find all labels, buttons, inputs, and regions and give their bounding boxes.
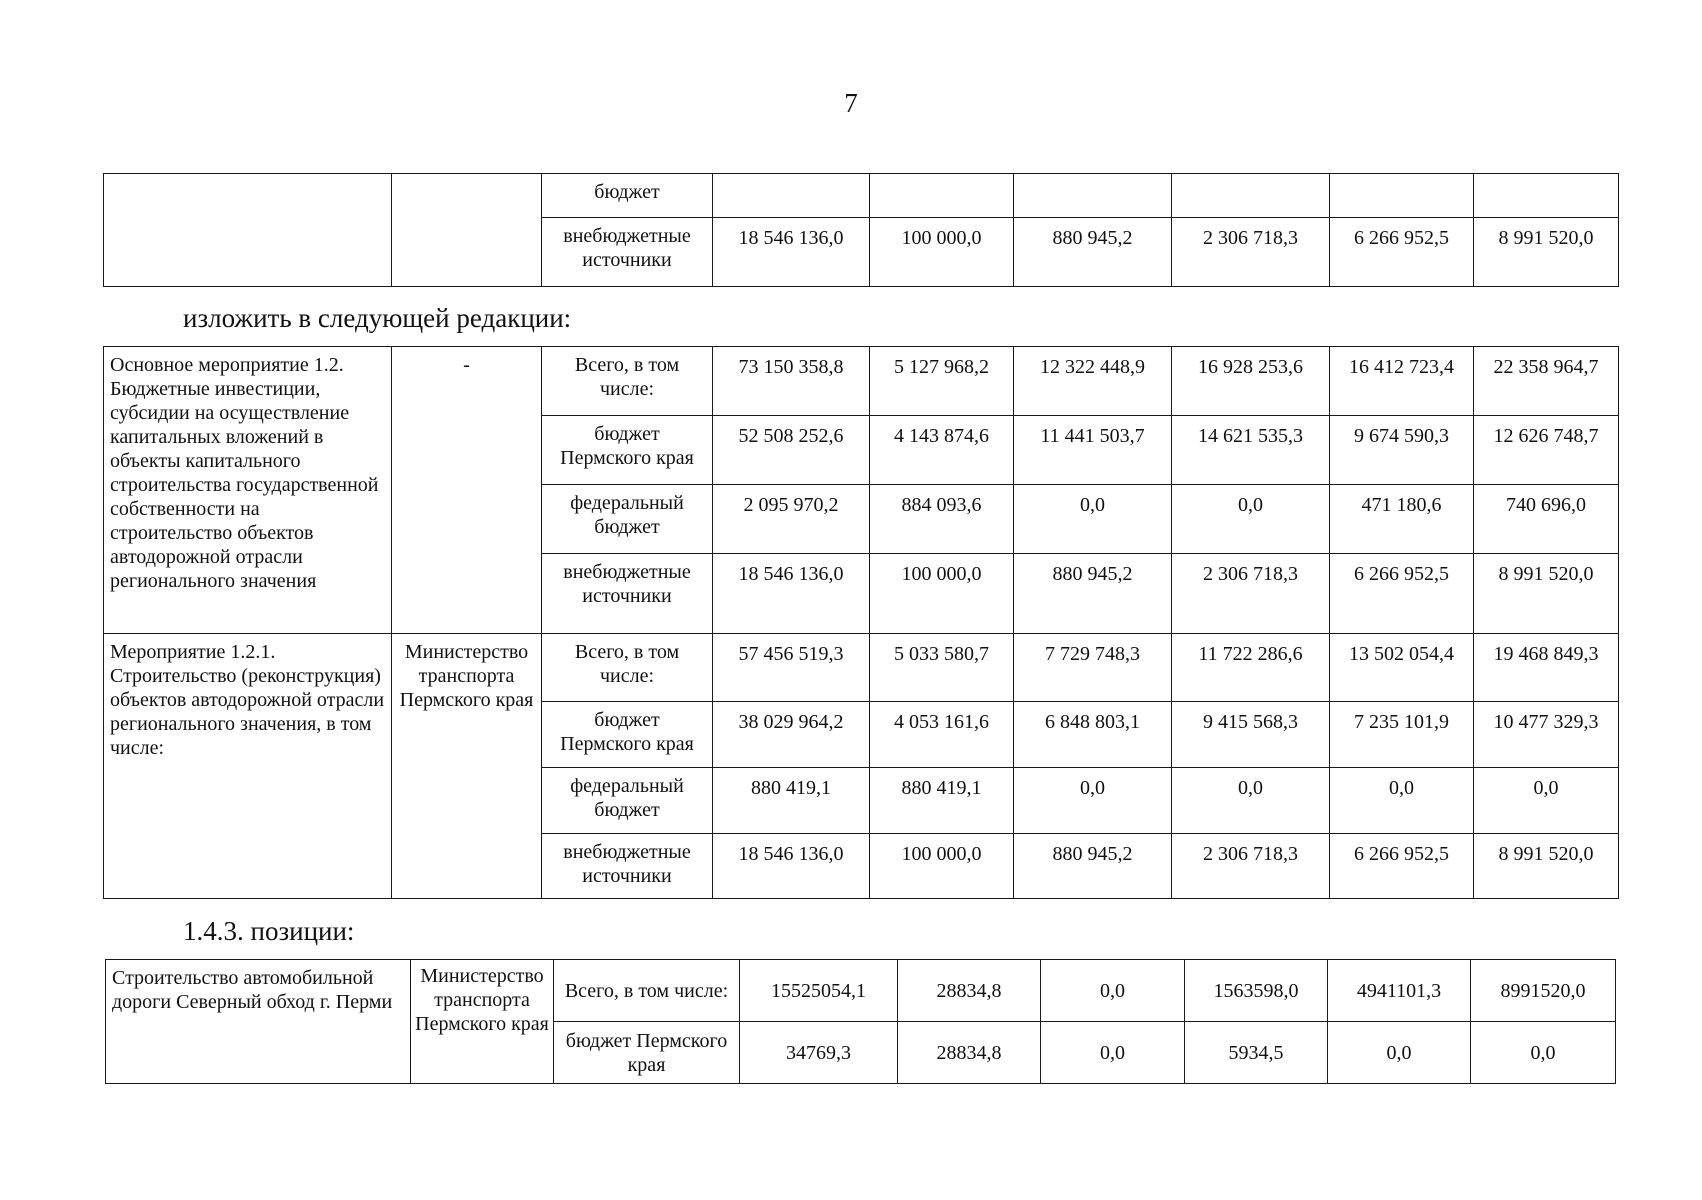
value-cell — [713, 174, 870, 218]
value-cell: 5934,5 — [1185, 1022, 1328, 1084]
value-cell: 740 696,0 — [1474, 485, 1619, 554]
value-cell: 6 848 803,1 — [1014, 702, 1172, 768]
value-cell: 38 029 964,2 — [713, 702, 870, 768]
source-cell: внебюджетные источники — [542, 834, 713, 899]
value-cell: 8 991 520,0 — [1474, 218, 1619, 287]
value-cell: 16 412 723,4 — [1330, 347, 1474, 416]
value-cell: 0,0 — [1330, 768, 1474, 834]
value-cell: 28834,8 — [898, 960, 1041, 1022]
value-cell: 7 729 748,3 — [1014, 634, 1172, 702]
heading-new-edition: изложить в следующей редакции: — [183, 303, 572, 333]
value-cell: 73 150 358,8 — [713, 347, 870, 416]
value-cell: 0,0 — [1474, 768, 1619, 834]
value-cell: 0,0 — [1014, 485, 1172, 554]
table-positions — [105, 959, 1616, 1084]
value-cell: 100 000,0 — [870, 834, 1014, 899]
source-cell: федеральный бюджет — [542, 485, 713, 554]
value-cell — [1014, 174, 1172, 218]
value-cell: 0,0 — [1041, 960, 1185, 1022]
value-cell: 12 626 748,7 — [1474, 416, 1619, 485]
value-cell: 471 180,6 — [1330, 485, 1474, 554]
value-cell: 15525054,1 — [740, 960, 898, 1022]
responsible-cell: Министерство транспорта Пермского края — [392, 634, 542, 899]
value-cell: 13 502 054,4 — [1330, 634, 1474, 702]
value-cell: 100 000,0 — [870, 554, 1014, 634]
value-cell: 5 033 580,7 — [870, 634, 1014, 702]
value-cell: 0,0 — [1328, 1022, 1471, 1084]
value-cell — [870, 174, 1014, 218]
description-cell — [104, 174, 392, 287]
value-cell: 8 991 520,0 — [1474, 554, 1619, 634]
value-cell: 9 415 568,3 — [1172, 702, 1330, 768]
source-cell: Всего, в том числе: — [542, 347, 713, 416]
source-cell: бюджет Пермского края — [542, 702, 713, 768]
source-cell: бюджет Пермского края — [542, 416, 713, 485]
value-cell: 9 674 590,3 — [1330, 416, 1474, 485]
value-cell: 880 945,2 — [1014, 554, 1172, 634]
value-cell: 10 477 329,3 — [1474, 702, 1619, 768]
value-cell: 8 991 520,0 — [1474, 834, 1619, 899]
source-cell: Всего, в том числе: — [554, 960, 740, 1022]
description-cell: Строительство автомобильной дороги Северный обход г. Перми — [106, 960, 411, 1084]
value-cell: 12 322 448,9 — [1014, 347, 1172, 416]
value-cell: 4941101,3 — [1328, 960, 1471, 1022]
responsible-cell: Министерство транспорта Пермского края — [411, 960, 554, 1084]
value-cell: 34769,3 — [740, 1022, 898, 1084]
value-cell: 2 306 718,3 — [1172, 834, 1330, 899]
value-cell: 0,0 — [1041, 1022, 1185, 1084]
value-cell: 28834,8 — [898, 1022, 1041, 1084]
source-cell: внебюджетные источники — [542, 554, 713, 634]
value-cell: 6 266 952,5 — [1330, 554, 1474, 634]
responsible-cell — [392, 174, 542, 287]
value-cell: 2 095 970,2 — [713, 485, 870, 554]
value-cell: 2 306 718,3 — [1172, 554, 1330, 634]
value-cell: 0,0 — [1014, 768, 1172, 834]
responsible-cell: - — [392, 347, 542, 634]
source-cell: Всего, в том числе: — [542, 634, 713, 702]
value-cell: 18 546 136,0 — [713, 218, 870, 287]
source-cell: внебюджетные источники — [542, 218, 713, 287]
value-cell: 18 546 136,0 — [713, 834, 870, 899]
source-cell: бюджет Пермского края — [554, 1022, 740, 1084]
value-cell: 16 928 253,6 — [1172, 347, 1330, 416]
value-cell: 880 945,2 — [1014, 218, 1172, 287]
value-cell: 4 143 874,6 — [870, 416, 1014, 485]
value-cell: 52 508 252,6 — [713, 416, 870, 485]
value-cell: 57 456 519,3 — [713, 634, 870, 702]
value-cell: 6 266 952,5 — [1330, 834, 1474, 899]
value-cell: 100 000,0 — [870, 218, 1014, 287]
value-cell: 5 127 968,2 — [870, 347, 1014, 416]
table-main — [103, 346, 1619, 899]
value-cell — [1172, 174, 1330, 218]
heading-positions: 1.4.3. позиции: — [183, 916, 355, 946]
value-cell: 884 093,6 — [870, 485, 1014, 554]
value-cell: 7 235 101,9 — [1330, 702, 1474, 768]
value-cell: 11 441 503,7 — [1014, 416, 1172, 485]
value-cell: 0,0 — [1471, 1022, 1616, 1084]
value-cell: 6 266 952,5 — [1330, 218, 1474, 287]
value-cell: 880 945,2 — [1014, 834, 1172, 899]
value-cell: 880 419,1 — [713, 768, 870, 834]
value-cell — [1330, 174, 1474, 218]
value-cell: 19 468 849,3 — [1474, 634, 1619, 702]
page-number: 7 — [844, 88, 858, 118]
value-cell: 0,0 — [1172, 768, 1330, 834]
value-cell — [1474, 174, 1619, 218]
value-cell: 2 306 718,3 — [1172, 218, 1330, 287]
value-cell: 14 621 535,3 — [1172, 416, 1330, 485]
value-cell: 8991520,0 — [1471, 960, 1616, 1022]
table-fragment-top — [103, 173, 1619, 287]
value-cell: 4 053 161,6 — [870, 702, 1014, 768]
value-cell: 11 722 286,6 — [1172, 634, 1330, 702]
value-cell: 0,0 — [1172, 485, 1330, 554]
source-cell: федеральный бюджет — [542, 768, 713, 834]
description-cell: Мероприятие 1.2.1. Строительство (реконструкция) объектов автодорожной отрасли регионального значения, в том числе: — [104, 634, 392, 899]
value-cell: 22 358 964,7 — [1474, 347, 1619, 416]
description-cell: Основное мероприятие 1.2. Бюджетные инвестиции, субсидии на осуществление капитальных вложений в объекты капитального строительства государственной собственности на строительство объектов автодорожной отрасли регионального значения — [104, 347, 392, 634]
source-cell: бюджет — [542, 174, 713, 218]
value-cell: 1563598,0 — [1185, 960, 1328, 1022]
value-cell: 18 546 136,0 — [713, 554, 870, 634]
value-cell: 880 419,1 — [870, 768, 1014, 834]
